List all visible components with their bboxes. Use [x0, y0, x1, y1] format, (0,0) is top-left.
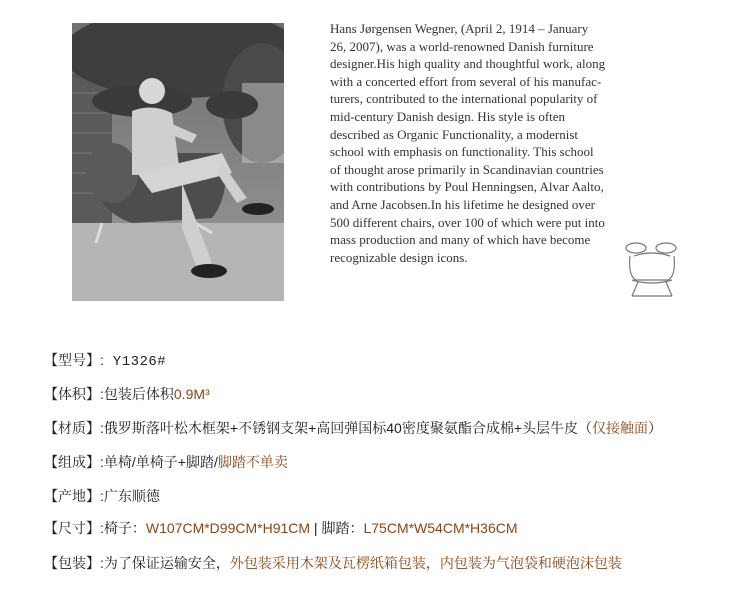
spec-value: 广东顺德 [103, 488, 160, 504]
spec-accent: 仅接触面 [592, 420, 648, 436]
spec-value: 椅子： [103, 520, 146, 536]
spec-label: 【型号】: [44, 352, 104, 368]
spec-accent: 脚踏不单卖 [217, 454, 288, 470]
spec-accent: 外包装采用木架及瓦楞纸箱包装，内包装为气泡袋和硬泡沫包装 [229, 555, 622, 571]
bio-line: 26, 2007), was a world-renowned Danish furniture [330, 38, 594, 54]
spec-label: 【包装】: [44, 555, 104, 571]
bio-line: mid-century Danish design. His style is often [330, 108, 566, 124]
bio-line: with contributions by Poul Henningsen, Alvar Aalto, [330, 179, 604, 195]
designer-bio [330, 20, 635, 266]
spec-label: 【产地】: [44, 488, 104, 504]
spec-value: 包装后体积 [103, 386, 174, 402]
spec-label: 【材质】: [44, 420, 104, 436]
bio-line: turers, contributed to the international popularity of [330, 91, 598, 107]
bio-line: of thought arose primarily in Scandinavian countries [330, 161, 604, 177]
spec-tail: ） [648, 420, 662, 436]
bio-line: Hans Jørgensen Wegner, (April 2, 1914 – January [330, 21, 589, 36]
spec-packaging [44, 553, 622, 573]
bio-line: recognizable design icons. [330, 249, 468, 265]
spec-accent: W107CM*D99CM*H91CM [145, 520, 311, 536]
bio-line: designer.His high quality and thoughtful work, along [330, 56, 606, 72]
spec-value: 单椅/单椅子+脚踏/ [103, 454, 218, 470]
spec-volume [44, 384, 210, 404]
bio-line: 500 different chairs, over 100 of which were put into [330, 214, 605, 230]
bio-line: and Arne Jacobsen.In his lifetime he designed over [330, 196, 595, 212]
spec-value: Y1326# [103, 354, 167, 370]
spec-label: 【尺寸】: [44, 520, 104, 536]
spec-value: 为了保证运输安全， [103, 555, 230, 571]
bio-line: mass production and many of which have become [330, 232, 591, 248]
ox-chair-icon [622, 236, 682, 300]
bio-line: described as Organic Functionality, a modernist [330, 126, 579, 142]
spec-model [44, 350, 166, 370]
spec-label: 【组成】: [44, 454, 104, 470]
spec-accent: 0.9M³ [173, 386, 210, 402]
spec-accent: L75CM*W54CM*H36CM [363, 520, 518, 536]
spec-size [44, 518, 518, 538]
designer-photo [72, 23, 284, 301]
spec-material [44, 418, 662, 438]
bio-line: school with emphasis on functionality. This school [330, 144, 594, 160]
spec-label: 【体积】: [44, 386, 104, 402]
spec-composition [44, 452, 288, 472]
spec-origin [44, 486, 160, 506]
spec-value: 俄罗斯落叶松木框架+不锈钢支架+高回弹国标40密度聚氨酯合成棉+头层牛皮（ [103, 420, 592, 436]
bio-line: with a concerted effort from several of his manufac- [330, 73, 602, 89]
spec-mid: | 脚踏： [310, 520, 364, 536]
